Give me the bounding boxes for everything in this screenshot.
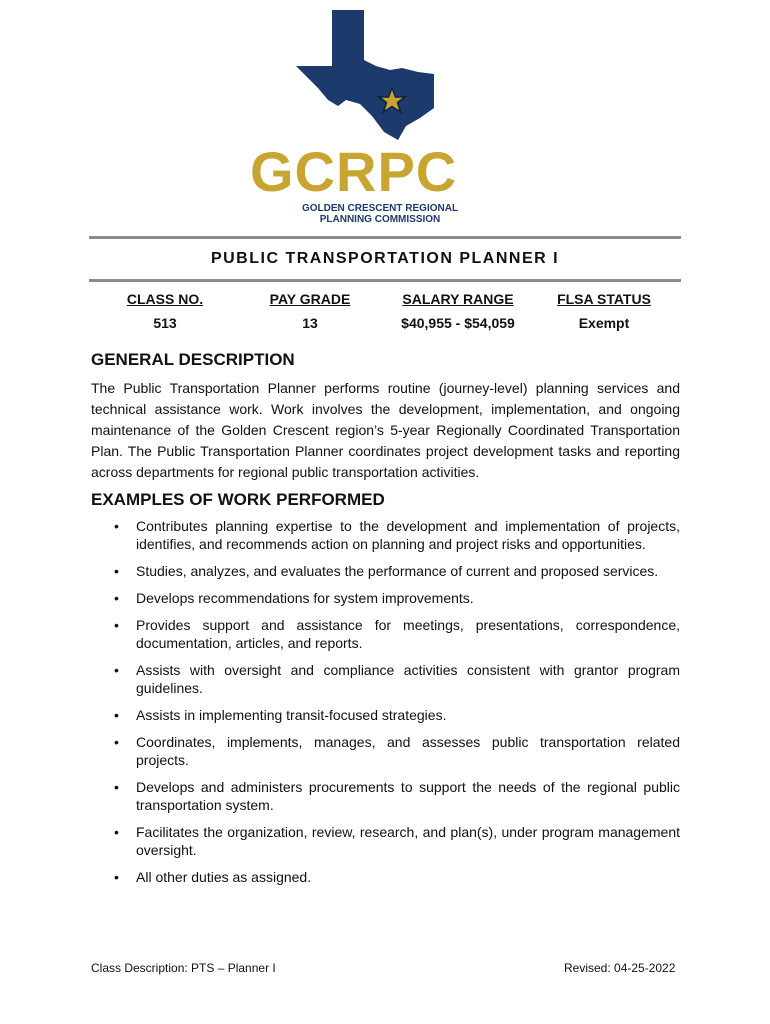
info-label: PAY GRADE xyxy=(269,291,351,307)
bullet: • xyxy=(114,563,119,579)
info-salary-range xyxy=(383,291,533,331)
examples-list xyxy=(91,517,680,895)
list-item-text: All other duties as assigned. xyxy=(136,869,312,885)
info-value: $40,955 - $54,059 xyxy=(401,315,515,331)
info-flsa-status xyxy=(544,291,664,331)
list-item-text: Assists with oversight and compliance activities consistent with grantor program guidelines. xyxy=(136,662,680,696)
title-rule xyxy=(89,279,681,282)
bullet: • xyxy=(114,734,119,750)
list-item-text: Facilitates the organization, review, research, and plan(s), under program management oversight. xyxy=(136,824,680,858)
brand-sub-line1: GOLDEN CRESCENT REGIONAL xyxy=(301,203,459,214)
footer-class-description: Class Description: PTS – Planner I xyxy=(91,961,276,975)
list-item xyxy=(91,706,680,724)
list-item-text: Assists in implementing transit-focused strategies. xyxy=(136,707,447,723)
general-description-heading: GENERAL DESCRIPTION xyxy=(91,350,295,369)
list-item xyxy=(91,589,680,607)
list-item-text: Develops recommendations for system improvements. xyxy=(136,590,474,606)
info-value: Exempt xyxy=(578,315,630,331)
list-item xyxy=(91,823,680,859)
list-item-text: Contributes planning expertise to the development and implementation of projects, identifies, and recommends action on planning and project risks and opportunities. xyxy=(136,518,680,552)
info-value: 13 xyxy=(302,315,318,331)
list-item xyxy=(91,661,680,697)
top-rule xyxy=(89,236,681,239)
brand-wordmark: GCRPC xyxy=(250,140,458,203)
info-class-no xyxy=(105,291,225,331)
info-value: 513 xyxy=(153,315,177,331)
list-item-text: Develops and administers procurements to support the needs of the regional public transportation system. xyxy=(136,779,680,813)
gcrpc-logo xyxy=(0,0,770,240)
brand-subtitle xyxy=(280,203,480,225)
brand-sub-line2: PLANNING COMMISSION xyxy=(319,214,441,225)
document-title: PUBLIC TRANSPORTATION PLANNER I xyxy=(210,250,560,267)
bullet: • xyxy=(114,779,119,795)
list-item-text: Provides support and assistance for meetings, presentations, correspondence, documentation, articles, and reports. xyxy=(136,617,680,651)
list-item xyxy=(91,616,680,652)
info-pay-grade xyxy=(250,291,370,331)
texas-map-icon xyxy=(294,8,444,140)
bullet: • xyxy=(114,518,119,534)
bullet: • xyxy=(114,824,119,840)
examples-heading: EXAMPLES OF WORK PERFORMED xyxy=(91,490,385,509)
bullet: • xyxy=(114,869,119,885)
list-item xyxy=(91,868,680,886)
bullet: • xyxy=(114,617,119,633)
info-label: FLSA STATUS xyxy=(557,291,651,307)
list-item xyxy=(91,562,680,580)
info-label: CLASS NO. xyxy=(126,291,204,307)
info-label: SALARY RANGE xyxy=(402,291,514,307)
bullet: • xyxy=(114,590,119,606)
general-description-text: The Public Transportation Planner performs routine (journey-level) planning services and technical assistance work. Work involves the development, implementation, and ongoing maintenance of the Golden Crescent region’s 5-year Regionally Coordinated Transportation Plan. The Public Transportation Planner coordinates project development tasks and reporting across departments for regional public transportation activities. xyxy=(91,380,680,480)
footer-revised-date: Revised: 04-25-2022 xyxy=(564,961,676,975)
bullet: • xyxy=(114,662,119,678)
list-item xyxy=(91,733,680,769)
bullet: • xyxy=(114,707,119,723)
list-item xyxy=(91,778,680,814)
list-item xyxy=(91,517,680,553)
list-item-text: Studies, analyzes, and evaluates the performance of current and proposed services. xyxy=(136,563,659,579)
list-item-text: Coordinates, implements, manages, and assesses public transportation related projects. xyxy=(136,734,680,768)
